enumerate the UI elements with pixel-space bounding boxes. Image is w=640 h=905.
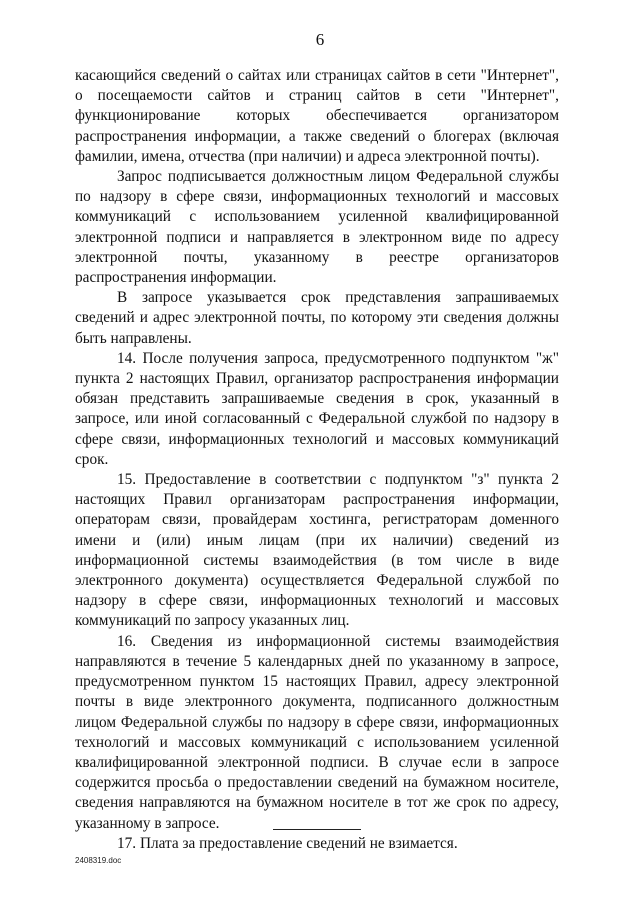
end-divider xyxy=(273,829,361,830)
paragraph-request-signature: Запрос подписывается должностным лицом Федеральной службы по надзору в сфере связи, информационных технологий и массовых коммуникаций с использованием усиленной квалифицированной электронной подписи и направляется в электронном виде по адресу электронной почты, указанному в реестре организаторов распространения информации. xyxy=(75,168,559,287)
paragraph-item-17: 17. Плата за предоставление сведений не взимается. xyxy=(117,834,458,852)
paragraph-item-16: 16. Сведения из информационной системы взаимодействия направляются в течение 5 календарных дней по указанному в запросе, предусмотренном пунктом 15 настоящих Правил, адресу электронной почты в виде электронного документа, подписанного должностным лицом Федеральной службы по надзору в сфере связи, информационных технологий и массовых коммуникаций с использованием усиленной квалифицированной электронной подписи. В случае если в запросе содержится просьба о предоставлении сведений на бумажном носителе, сведения направляются на бумажном носителе в тот же срок по адресу, указанному в запросе. xyxy=(75,632,559,832)
document-body xyxy=(75,66,559,854)
document-file-id: 2408319.doc xyxy=(75,856,122,865)
page-number: 6 xyxy=(315,30,325,49)
paragraph-request-deadline: В запросе указывается срок представления запрашиваемых сведений и адрес электронной почты, по которому эти сведения должны быть направлены. xyxy=(75,289,559,347)
paragraph-item-15: 15. Предоставление в соответствии с подпунктом "з" пункта 2 настоящих Правил организаторам распространения информации, операторам связи, провайдерам хостинга, регистраторам доменного имени и (или) иным лицам (при их наличии) сведений из информационной системы взаимодействия (в том числе в виде электронного документа) осуществляется Федеральной службой по надзору в сфере связи, информационных технологий и массовых коммуникаций по запросу указанных лиц. xyxy=(75,471,559,630)
paragraph-item-14: 14. После получения запроса, предусмотренного подпунктом "ж" пункта 2 настоящих Правил, организатор распространения информации обязан представить запрашиваемые сведения в срок, указанный в запросе, или иной согласованный с Федеральной службой по надзору в сфере связи, информационных технологий и массовых коммуникаций срок. xyxy=(75,349,559,468)
paragraph-continuation: касающийся сведений о сайтах или страницах сайтов в сети "Интернет", о посещаемости сайтов и страниц сайтов в сети "Интернет", функционирование которых обеспечивается организатором распространения информации, а также сведений о блогерах (включая фамилии, имена, отчества (при наличии) и адреса электронной почты). xyxy=(75,67,559,165)
